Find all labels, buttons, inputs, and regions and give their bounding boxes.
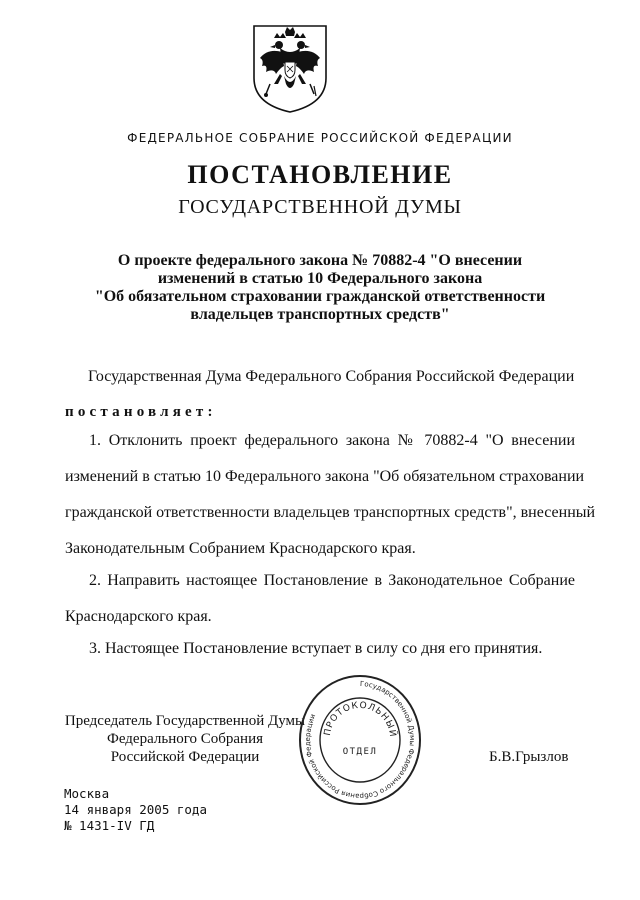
position-line: Председатель Государственной Думы [64, 713, 306, 729]
paragraph-line: 1. Отклонить проект федерального закона № 70882-4 "О внесении [89, 432, 575, 449]
signatory-name: Б.В.Грызлов [489, 749, 569, 765]
stamp-center-text: ОТДЕЛ [342, 747, 378, 757]
stamp-ring-text: Государственной Думы Федерального Собрания Российской Федерации [303, 679, 417, 801]
document-type: ПОСТАНОВЛЕНИЕ [187, 160, 453, 189]
paragraph-line: 3. Настоящее Постановление вступает в силу со дня его принятия. [89, 640, 543, 657]
resolves-heading: постановляет: [65, 404, 217, 420]
position-line: Федерального Собрания [106, 731, 264, 747]
official-stamp [296, 672, 424, 808]
document-footer [64, 786, 207, 834]
signatory-position [60, 712, 310, 766]
footer-city: Москва [64, 786, 110, 801]
paragraph-3 [65, 640, 575, 676]
preamble: Государственная Дума Федерального Собрания Российской Федерации [88, 368, 575, 385]
subject-line: "Об обязательном страховании гражданской ответственности [94, 288, 546, 305]
paragraph-line: Краснодарского края. [65, 608, 212, 625]
paragraph-1 [65, 432, 596, 576]
footer-date: 14 января 2005 года [64, 802, 207, 817]
issuer-title: ФЕДЕРАЛЬНОЕ СОБРАНИЕ РОССИЙСКОЙ ФЕДЕРАЦИИ [127, 131, 513, 145]
subject-line: владельцев транспортных средств" [190, 306, 450, 323]
stamp-title: ПРОТОКОЛЬНЫЙ [322, 700, 398, 739]
resolution-subject [0, 252, 640, 324]
paragraph-line: гражданской ответственности владельцев транспортных средств", внесенный [65, 504, 596, 521]
paragraph-2 [65, 572, 575, 644]
subject-line: О проекте федерального закона № 70882-4 "О внесении [117, 252, 523, 269]
footer-number: № 1431-IV ГД [64, 818, 155, 833]
document-authority: ГОСУДАРСТВЕННОЙ ДУМЫ [178, 196, 462, 218]
coat-of-arms-icon [250, 22, 330, 114]
paragraph-line: Законодательным Собранием Краснодарского края. [65, 540, 416, 557]
subject-line: изменений в статью 10 Федерального закона [157, 270, 483, 287]
paragraph-line: изменений в статью 10 Федерального закона "Об обязательном страховании [65, 468, 585, 485]
paragraph-line: 2. Направить настоящее Постановление в Законодательное Собрание [89, 572, 575, 589]
position-line: Российской Федерации [110, 749, 260, 765]
